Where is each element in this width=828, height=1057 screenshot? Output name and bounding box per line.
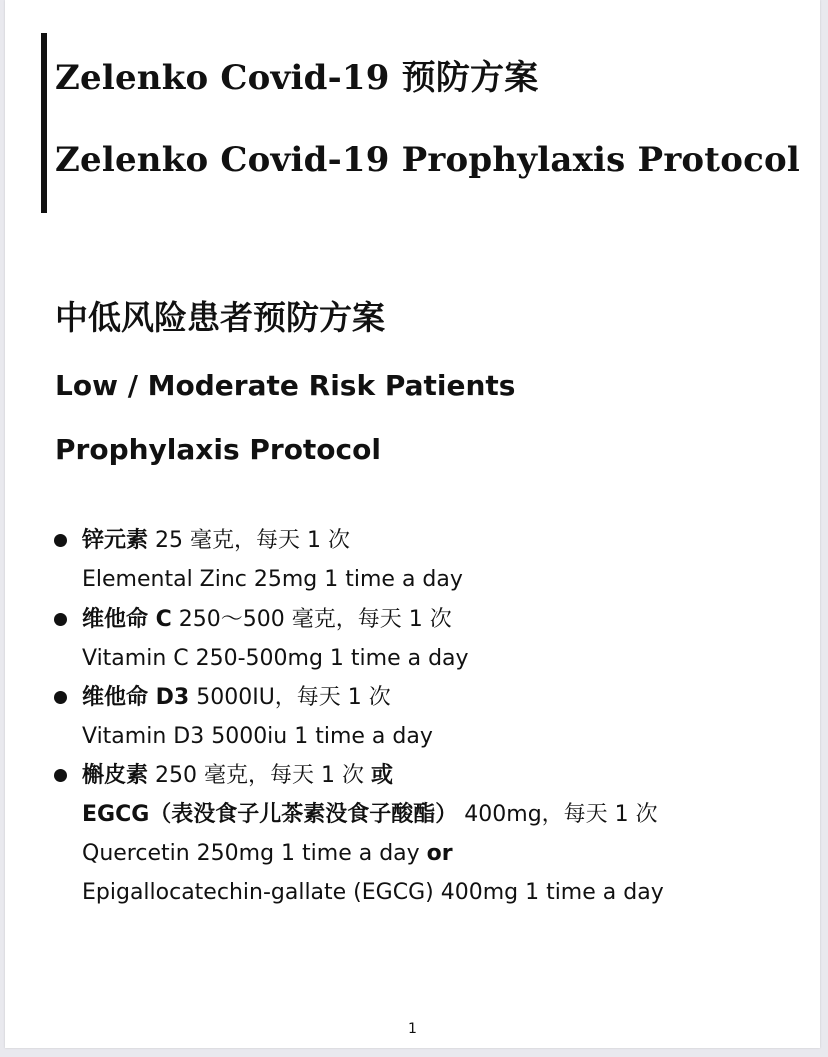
item-name-bold: 槲皮素 xyxy=(82,763,149,788)
item-dosage: 250 毫克，每天 1 次 xyxy=(148,763,371,788)
bullet-icon xyxy=(54,769,67,782)
bullet-icon xyxy=(54,534,67,547)
item-or-bold: or xyxy=(426,841,453,866)
document-page xyxy=(5,0,820,1048)
item-name-bold: EGCG（表没食子儿茶素没食子酸酯） xyxy=(82,802,458,827)
item-english-line: Elemental Zinc 25mg 1 time a day xyxy=(82,567,463,592)
item-english-line: Vitamin C 250-500mg 1 time a day xyxy=(82,646,469,671)
title-english: Zelenko Covid-19 Prophylaxis Protocol xyxy=(55,140,800,180)
item-english-line xyxy=(82,840,453,868)
item-dosage: 5000IU，每天 1 次 xyxy=(189,685,391,710)
item-chinese-line xyxy=(82,762,393,790)
item-name-bold: 锌元素 xyxy=(82,528,149,553)
bullet-icon xyxy=(54,691,67,704)
item-chinese-line-2 xyxy=(82,801,658,829)
protocol-list xyxy=(5,0,820,1000)
page-number: 1 xyxy=(408,1021,417,1037)
section-heading-english-line2: Prophylaxis Protocol xyxy=(55,433,381,466)
item-chinese-line xyxy=(82,606,452,634)
section-heading-chinese: 中低风险患者预防方案 xyxy=(55,298,385,337)
section-heading-english-line1: Low / Moderate Risk Patients xyxy=(55,369,516,402)
title-chinese: Zelenko Covid-19 预防方案 xyxy=(55,58,539,98)
item-english-line-2: Epigallocatechin-gallate (EGCG) 400mg 1 time a day xyxy=(82,880,664,905)
item-english-line: Vitamin D3 5000iu 1 time a day xyxy=(82,724,433,749)
item-or-bold: 或 xyxy=(370,763,393,788)
item-english-text: Quercetin 250mg 1 time a day xyxy=(82,841,427,866)
bullet-icon xyxy=(54,613,67,626)
item-chinese-line xyxy=(82,684,391,712)
item-chinese-line xyxy=(82,527,350,555)
item-dosage: 25 毫克，每天 1 次 xyxy=(148,528,350,553)
item-name-bold: 维他命 C xyxy=(82,607,172,632)
item-dosage: 400mg，每天 1 次 xyxy=(457,802,658,827)
item-dosage: 250～500 毫克，每天 1 次 xyxy=(171,607,452,632)
item-name-bold: 维他命 D3 xyxy=(82,685,190,710)
